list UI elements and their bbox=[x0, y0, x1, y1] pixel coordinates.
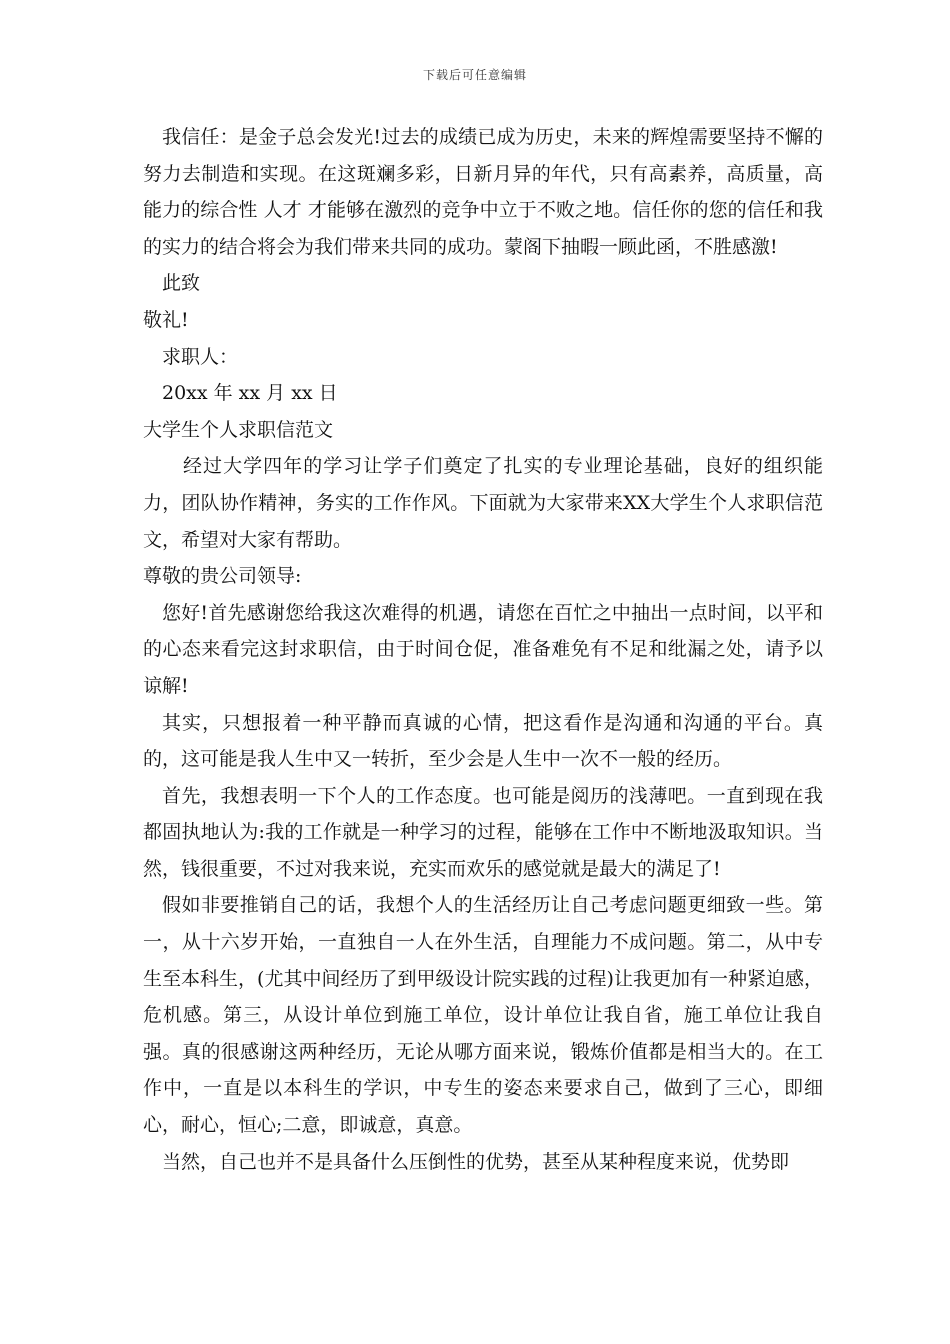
paragraph-experience: 假如非要推销自己的话，我想个人的生活经历让自己考虑问题更细致一些。第一，从十六岁开始，一直独自一人在外生活，自理能力不成问题。第二，从中专生至本科生，(尤其中间经历了到甲级设计院实践的过程)让我更加有一种紧迫感，危机感。第三，从设计单位到施工单位，设计单位让我自省，施工单位让我自强。真的很感谢这两种经历，无论从哪方面来说，锻炼价值都是相当大的。在工作中，一直是以本科生的学识，中专生的姿态来要求自己，做到了三心，即细心，耐心，恒心;二意，即诚意，真意。 bbox=[143, 894, 823, 1137]
section-title: 大学生个人求职信范文 bbox=[143, 418, 334, 441]
signature-date: 20xx 年 xx 月 xx 日 bbox=[162, 382, 338, 405]
paragraph-closing-statement: 我信任：是金子总会发光!过去的成绩已成为历史，未来的辉煌需要坚持不懈的努力去制造和实现。在这斑斓多彩，日新月异的年代，只有高素养，高质量，高能力的综合性 人才 才能够在激烈的竞争中立于不败之地。信任你的您的信任和我的实力的结合将会为我们带来共同的成功。蒙阁下抽暇一顾此函，不胜感激! bbox=[143, 126, 823, 258]
header-note: 下载后可任意编辑 bbox=[422, 68, 527, 82]
paragraph-intro: 经过大学四年的学习让学子们奠定了扎实的专业理论基础，良好的组织能力，团队协作精神，务实的工作作风。下面就为大家带来XX大学生个人求职信范文，希望对大家有帮助。 bbox=[143, 455, 823, 551]
salutation-jingli: 敬礼! bbox=[143, 308, 189, 331]
paragraph-thanks: 您好!首先感谢您给我这次难得的机遇，请您在百忙之中抽出一点时间，以平和的心态来看完这封求职信，由于时间仓促，准备难免有不足和纰漏之处，请予以谅解! bbox=[143, 601, 823, 697]
salutation-cizhi: 此致 bbox=[162, 272, 201, 295]
paragraph-attitude: 首先，我想表明一下个人的工作态度。也可能是阅历的浅薄吧。一直到现在我都固执地认为:我的工作就是一种学习的过程，能够在工作中不断地汲取知识。当然，钱很重要，不过对我来说，充实而欢乐的感觉就是最大的满足了! bbox=[143, 784, 823, 880]
document-body bbox=[143, 119, 823, 1180]
paragraph-advantage: 当然，自己也并不是具备什么压倒性的优势，甚至从某种程度来说，优势即 bbox=[162, 1150, 790, 1173]
signature-applicant: 求职人： bbox=[162, 345, 239, 368]
paragraph-sincere: 其实，只想报着一种平静而真诚的心情，把这看作是沟通和沟通的平台。真的，这可能是我人生中又一转折，至少会是人生中一次不一般的经历。 bbox=[143, 711, 823, 771]
letter-greeting: 尊敬的贵公司领导: bbox=[143, 565, 302, 588]
